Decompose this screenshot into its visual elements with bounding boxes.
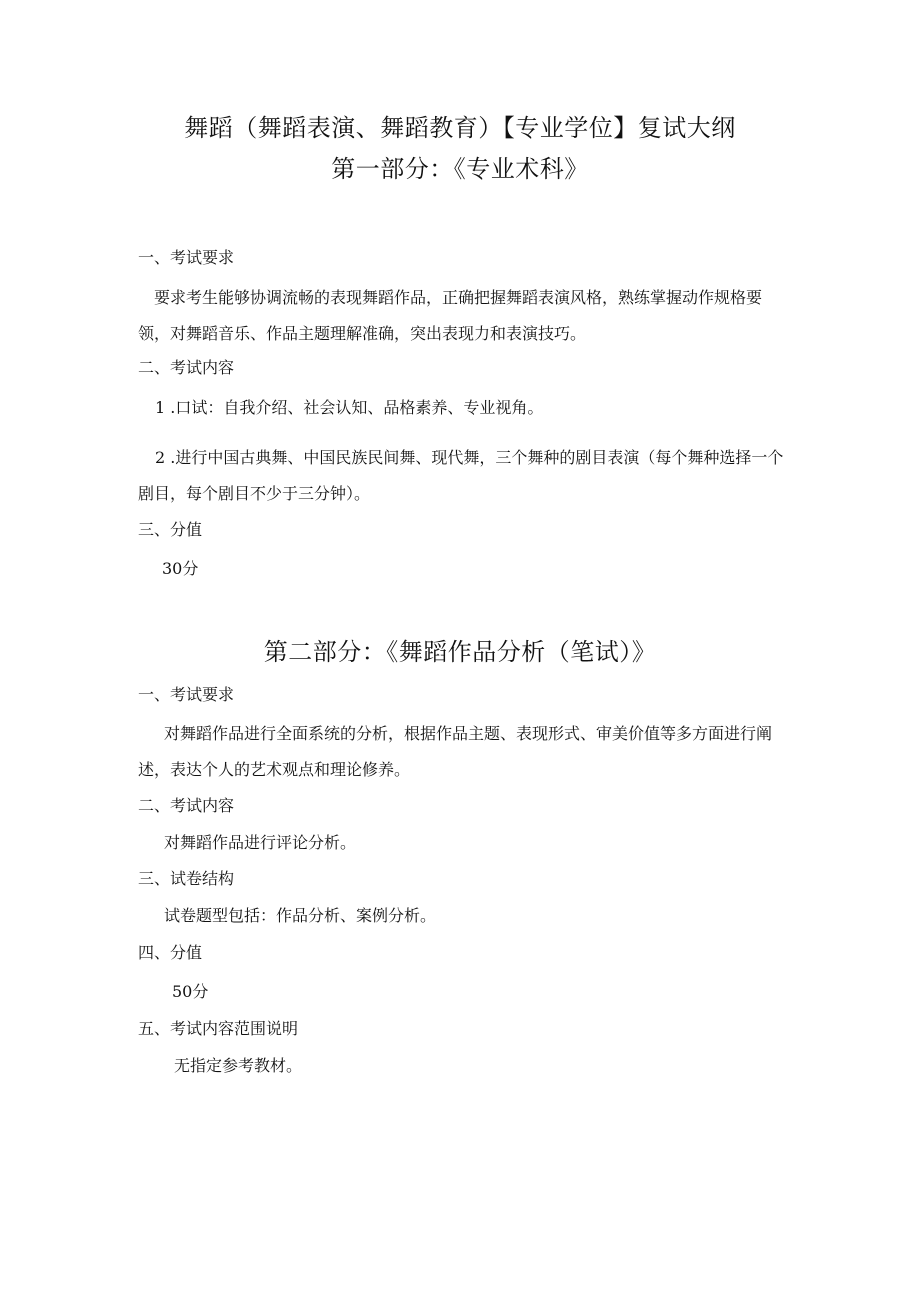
- part1-requirements-text: 要求考生能够协调流畅的表现舞蹈作品，正确把握舞蹈表演风格，熟练掌握动作规格要领，对舞蹈音乐、作品主题理解准确，突出表现力和表演技巧。: [138, 288, 763, 343]
- part1-content-item-2: 2 .进行中国古典舞、中国民族民间舞、现代舞，三个舞种的剧目表演（每个舞种选择一个剧目，每个剧目不少于三分钟）。: [138, 448, 784, 503]
- document-title: 舞蹈（舞蹈表演、舞蹈教育）【专业学位】复试大纲: [184, 114, 736, 142]
- part2-structure-text: 试卷题型包括：作品分析、案例分析。: [164, 906, 437, 925]
- part1-title: 第一部分：《专业术科》: [331, 155, 589, 183]
- part2-requirements-text: 对舞蹈作品进行全面系统的分析，根据作品主题、表现形式、审美价值等多方面进行阐述，表达个人的艺术观点和理论修养。: [138, 724, 773, 779]
- part2-scope-text: 无指定参考教材。: [174, 1056, 303, 1075]
- part1-content-item-1: 1 .口试：自我介绍、社会认知、品格素养、专业视角。: [155, 398, 544, 417]
- part2-heading-scope: 五、考试内容范围说明: [138, 1019, 299, 1038]
- part2-title: 第二部分：《舞蹈作品分析（笔试）》: [263, 638, 657, 666]
- part2-heading-content: 二、考试内容: [138, 796, 235, 815]
- part1-score-value: 30分: [162, 559, 199, 578]
- part2-heading-score: 四、分值: [138, 943, 203, 962]
- part2-content-text: 对舞蹈作品进行评论分析。: [164, 833, 357, 852]
- part1-heading-score: 三、分值: [138, 520, 203, 539]
- part1-heading-requirements: 一、考试要求: [138, 248, 235, 267]
- part2-heading-structure: 三、试卷结构: [138, 869, 235, 888]
- part2-score-value: 50分: [172, 982, 209, 1001]
- part1-heading-content: 二、考试内容: [138, 358, 235, 377]
- part2-heading-requirements: 一、考试要求: [138, 685, 235, 704]
